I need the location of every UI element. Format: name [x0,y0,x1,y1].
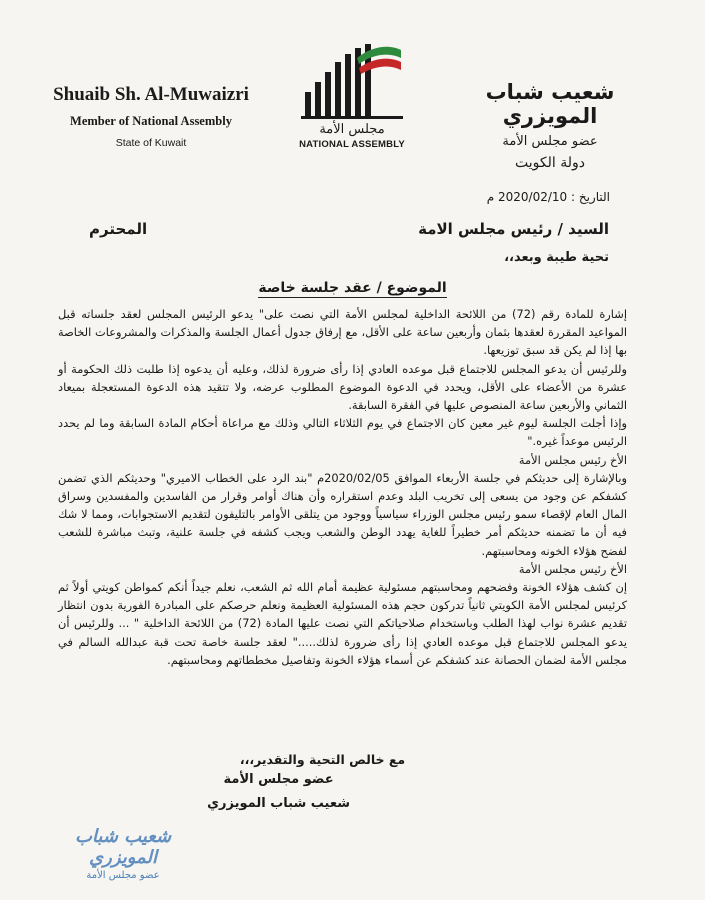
paragraph-urgent-session: وللرئيس أن يدعو المجلس للاجتماع قبل موعده العادي إذا رأى ضرورة لذلك، وعليه أن يدعوه إذا طلبت ذلك الحكومة أو عشرة من الأعضاء على الأقل، ويحدد في الدعوة الموضوع المطلوب عرضه، ولا تتقيد هذه الدعوة المستعجلة بميعاد الثماني والأربعين ساعة المنصوص عليها في الفقرة السابقة. [58,361,627,413]
paragraph-article-72: إشارة للمادة رقم (72) من اللائحة الداخلية لمجلس الأمة التي نصت على" يدعو الرئيس المجلس لعقد جلساته قبل المواعيد المقررة لعقدها بثمان وأربعين ساعة على الأقل، مع إرفاق جدول أعمال الجلسة والمذكرات والمشروعات الخاصة بها إذا لم يكن قد سبق توزيعها. [58,307,627,358]
logo-english-text: NATIONAL ASSEMBLY [299,139,405,150]
paragraph-postponed-session: وإذا أجلت الجلسة ليوم غير معين كان الاجتماع في يوم الثلاثاء التالي وذلك مع مراعاة أحكام المادة السابقة وما لم يحدد الرئيس موعداً غيره." [58,416,627,449]
blue-stamp [58,826,188,881]
signature-block [207,768,350,816]
address-speaker-2: الأخ رئيس مجلس الأمة [518,561,627,576]
closing-line: مع خالص التحية والتقدير،،، [239,752,406,767]
signature-title: عضو مجلس الأمة [223,772,334,787]
subject-text: الموضوع / عقد جلسة خاصة [258,280,447,296]
recipient-line [89,220,609,238]
member-name-english: Shuaib Sh. Al-Muwaizri [53,84,249,105]
paragraph-speech-reference: وبالإشارة إلى حديثكم في جلسة الأربعاء الموافق 2020/02/05م "بند الرد على الخطاب الاميري" وحديثكم الذي تضمن كشفكم عن وجود من يسعى إلى تخريب البلد وعدم استقراره وأن هناك أوامر وقرار من الفاسدين والمفسدين وسراق المال العام لإقصاء سمو رئيس مجلس الوزراء سياسياً ووجود من يتلقى الأوامر بالتليفون لتقديم الاستجوابات، ومما لا شك فيه أن ما تضمنه حديثكم أمر خطيراً للغاية يهدد الوطن والشعب ويجب كشفه في جلسة علنية، وتبث مباشرة للشعب لفضح هؤلاء الخونه ومحاسبتهم. [58,470,627,558]
member-role-arabic: عضو مجلس الأمة [502,134,598,149]
letter-date: التاريخ : 2020/02/10 م [486,190,610,204]
subject-line [0,280,705,296]
state-arabic: دولة الكويت [515,155,585,171]
member-role-english: Member of National Assembly [70,114,232,128]
paragraph-request: إن كشف هؤلاء الخونة وفضحهم ومحاسبتهم مسئولية عظيمة أمام الله ثم الشعب، نعلم جيداً أنكم كمواطن كويتي أولاً ثم كرئيس لمجلس الأمة الكويتي ثانياً تدركون حجم هذه المسئولية العظيمة ونعلم حرصكم على المبادرة الفورية بدون انتظار تقديم عشرة نواب لهذا الطلب وباستخدام صلاحياتكم التي نصت عليها المادة (72) من اللائحة الداخلية " ... وللرئيس أن يدعو المجلس للاجتماع قبل موعده العادي إذا رأى ضرورة لذلك....." لعقد جلسة خاصة تحت قبة عبدالله السالم في مجلس الأمة لضمان الحصانة عند كشفكم عن أسماء هؤلاء الخونة وتفاصيل مخططاتهم ومحاسبتهم. [58,580,628,667]
header-english [36,84,266,149]
address-speaker-1: الأخ رئيس مجلس الأمة [518,452,627,467]
header-arabic [445,80,655,171]
stamp-title: عضو مجلس الأمة [86,870,160,881]
recipient: السيد / رئيس مجلس الامة [418,220,609,238]
logo-arabic-text: مجلس الأمة [319,122,385,137]
greeting: تحية طيبة وبعد،، [504,250,609,265]
national-assembly-logo [288,40,416,150]
state-english: State of Kuwait [115,137,187,149]
stamp-name: شعيب شباب المويزري [74,826,172,868]
honorific: المحترم [89,220,148,238]
assembly-building-icon [297,40,407,120]
member-name-arabic: شعيب شباب المويزري [485,80,615,128]
signature-name: شعيب شباب المويزري [207,796,350,811]
letter-body [58,305,627,669]
